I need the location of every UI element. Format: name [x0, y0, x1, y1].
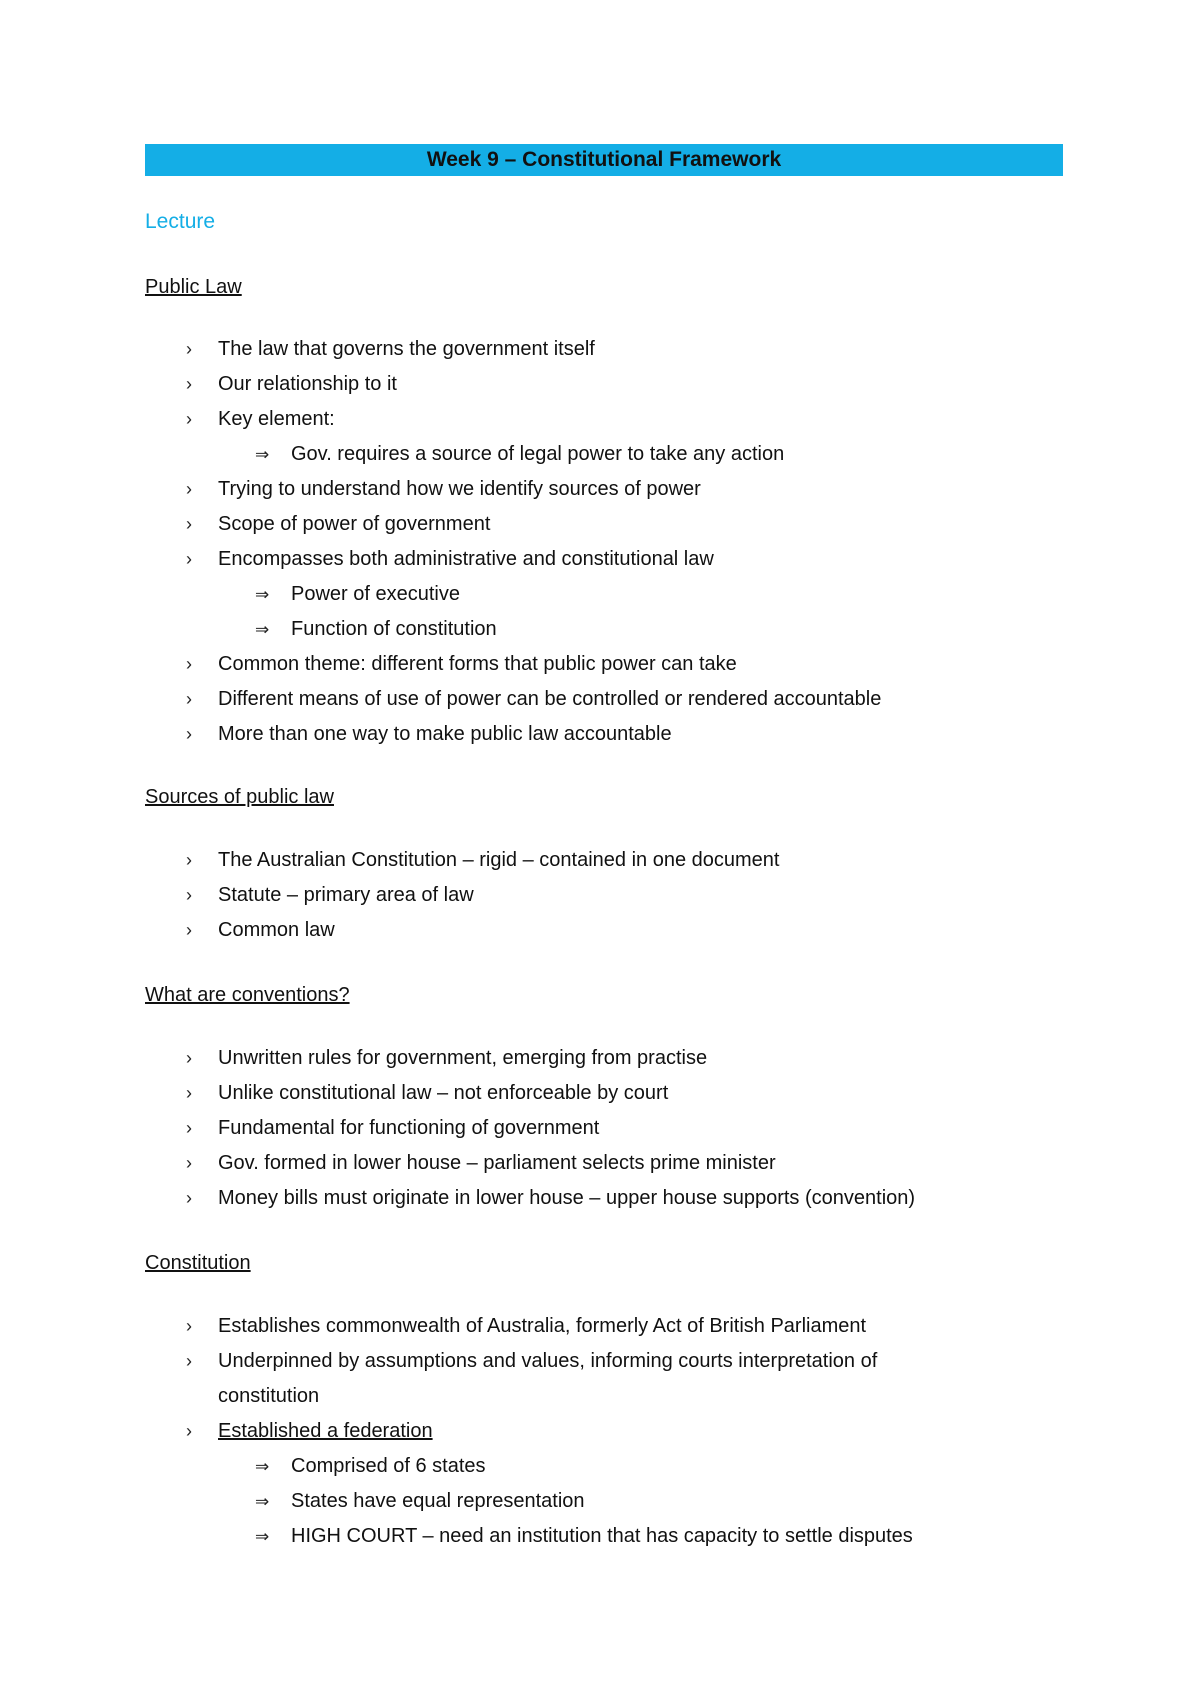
chevron-right-icon: › — [186, 654, 192, 674]
chevron-right-icon: › — [186, 724, 192, 744]
sources-list — [145, 843, 1065, 948]
list-item: › Scope of power of government — [145, 507, 1065, 542]
list-item: › Establishes commonwealth of Australia, formerly Act of British Parliament — [145, 1309, 1065, 1344]
section-heading-lecture: Lecture — [145, 210, 216, 233]
chevron-right-icon: › — [186, 1048, 192, 1068]
list-item: › Fundamental for functioning of government — [145, 1111, 1065, 1146]
list-item: › The law that governs the government itself — [145, 332, 1065, 367]
list-subitem: ⇒ States have equal representation — [145, 1484, 1065, 1519]
list-item: › Common law — [145, 913, 1065, 948]
chevron-right-icon: › — [186, 1188, 192, 1208]
chevron-right-icon: › — [186, 1153, 192, 1173]
heading-constitution: Constitution — [145, 1252, 251, 1274]
list-item: › Key element: — [145, 402, 1065, 437]
list-item: › Encompasses both administrative and constitutional law — [145, 542, 1065, 577]
list-item: › More than one way to make public law accountable — [145, 717, 1065, 752]
heading-sources-of-public-law: Sources of public law — [145, 786, 334, 808]
list-subitem: ⇒ Power of executive — [145, 577, 1065, 612]
list-subitem: ⇒ Gov. requires a source of legal power to take any action — [145, 437, 1065, 472]
list-subitem: ⇒ Function of constitution — [145, 612, 1065, 647]
chevron-right-icon: › — [186, 885, 192, 905]
list-item: › Trying to understand how we identify sources of power — [145, 472, 1065, 507]
heading-public-law: Public Law — [145, 276, 242, 298]
list-item: › The Australian Constitution – rigid – contained in one document — [145, 843, 1065, 878]
chevron-right-icon: › — [186, 920, 192, 940]
chevron-right-icon: › — [186, 339, 192, 359]
chevron-right-icon: › — [186, 850, 192, 870]
list-item: › Statute – primary area of law — [145, 878, 1065, 913]
double-arrow-icon: ⇒ — [255, 585, 270, 604]
double-arrow-icon: ⇒ — [255, 620, 270, 639]
public-law-list — [145, 332, 1065, 752]
chevron-right-icon: › — [186, 1316, 192, 1336]
double-arrow-icon: ⇒ — [255, 1492, 270, 1511]
chevron-right-icon: › — [186, 1118, 192, 1138]
list-subitem: ⇒ Comprised of 6 states — [145, 1449, 1065, 1484]
chevron-right-icon: › — [186, 479, 192, 499]
list-item: › Different means of use of power can be controlled or rendered accountable — [145, 682, 1065, 717]
list-item: › Common theme: different forms that public power can take — [145, 647, 1065, 682]
chevron-right-icon: › — [186, 409, 192, 429]
chevron-right-icon: › — [186, 1083, 192, 1103]
document-title: Week 9 – Constitutional Framework — [145, 144, 1063, 176]
double-arrow-icon: ⇒ — [255, 1527, 270, 1546]
conventions-list — [145, 1041, 1065, 1216]
list-item: › Money bills must originate in lower house – upper house supports (convention) — [145, 1181, 1065, 1216]
heading-conventions: What are conventions? — [145, 984, 350, 1006]
list-item: › Unwritten rules for government, emerging from practise — [145, 1041, 1065, 1076]
chevron-right-icon: › — [186, 1421, 192, 1441]
chevron-right-icon: › — [186, 514, 192, 534]
double-arrow-icon: ⇒ — [255, 1457, 270, 1476]
list-item: › Our relationship to it — [145, 367, 1065, 402]
list-item: › Underpinned by assumptions and values, informing courts interpretation of constitution — [145, 1344, 978, 1414]
chevron-right-icon: › — [186, 689, 192, 709]
chevron-right-icon: › — [186, 549, 192, 569]
chevron-right-icon: › — [186, 1351, 192, 1371]
constitution-list — [145, 1309, 1065, 1554]
list-item: › Established a federation — [145, 1414, 1065, 1449]
list-item: › Unlike constitutional law – not enforceable by court — [145, 1076, 1065, 1111]
list-subitem: ⇒ HIGH COURT – need an institution that has capacity to settle disputes — [145, 1519, 1065, 1554]
chevron-right-icon: › — [186, 374, 192, 394]
double-arrow-icon: ⇒ — [255, 445, 270, 464]
list-item: › Gov. formed in lower house – parliament selects prime minister — [145, 1146, 1065, 1181]
document-page — [145, 0, 1065, 1696]
